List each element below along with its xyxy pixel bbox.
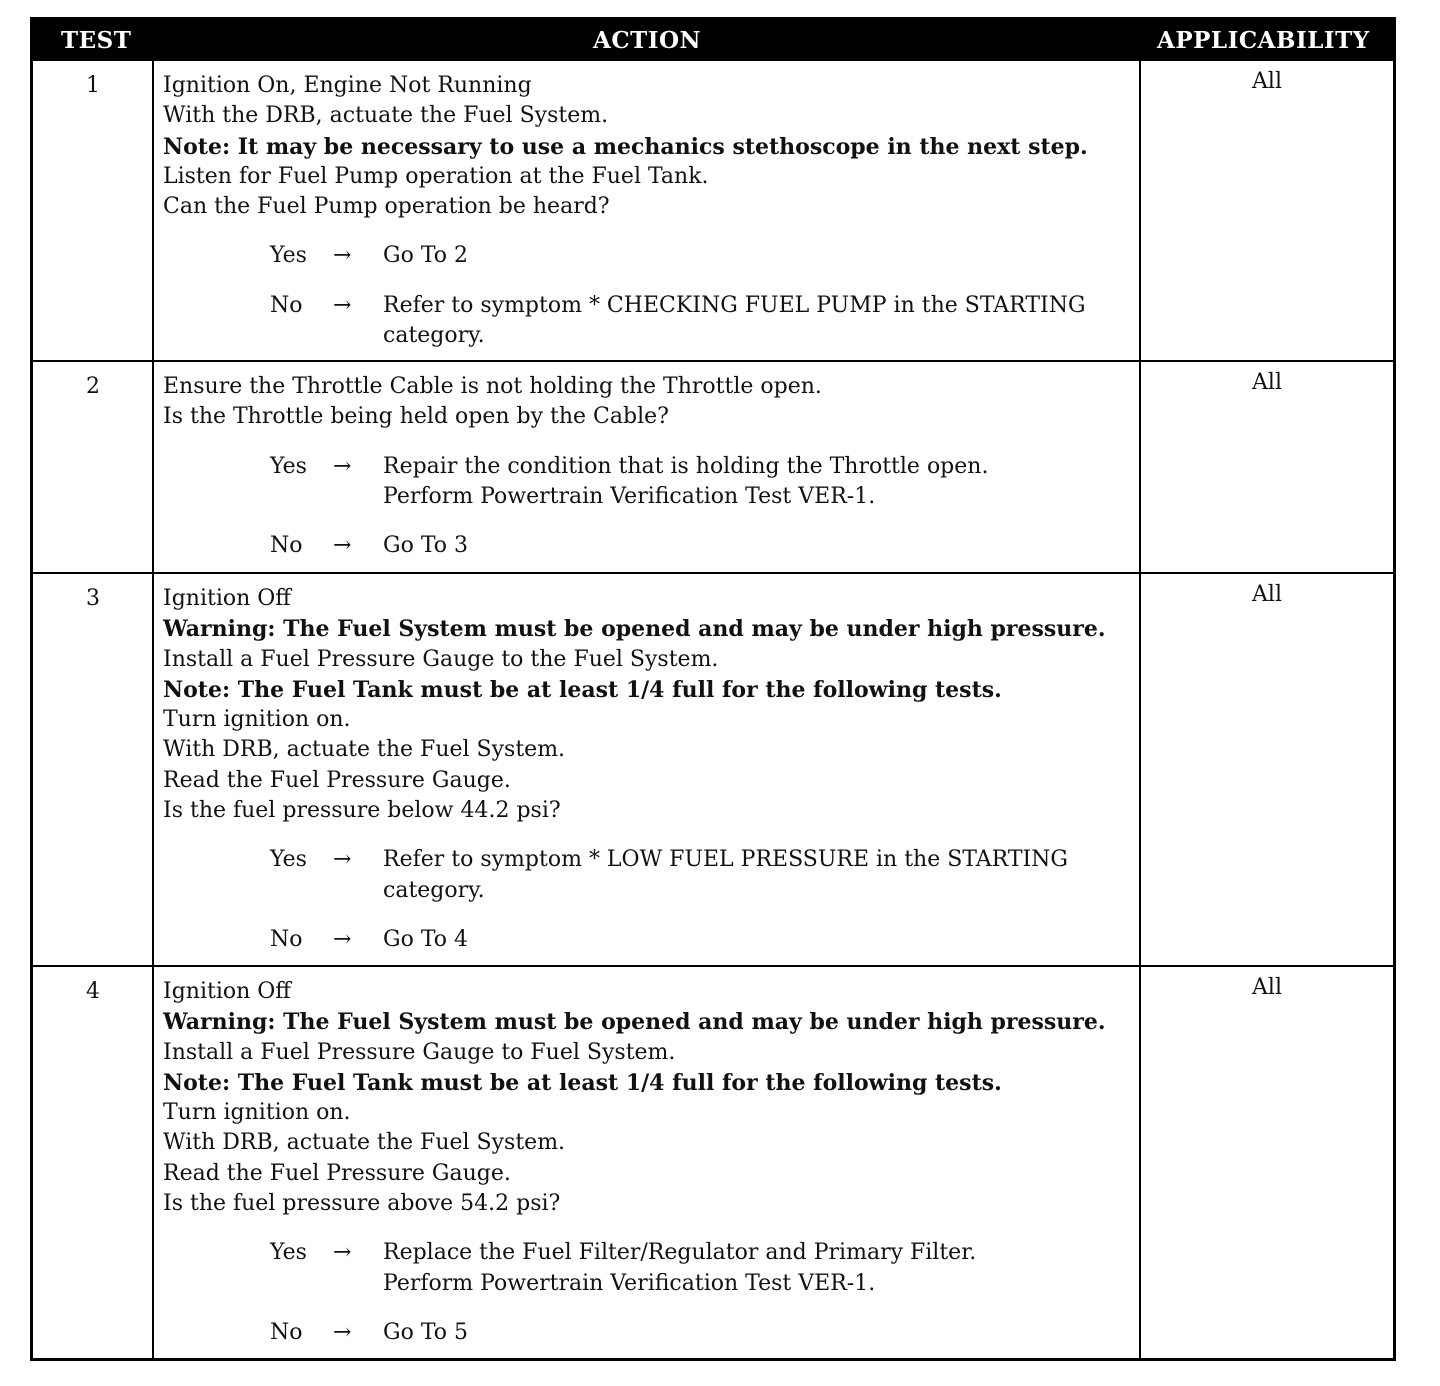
option-result: [383, 531, 1143, 561]
decision-option: [163, 1238, 1143, 1299]
applicability-value: All: [1252, 582, 1282, 607]
arrow-icon: →: [333, 533, 352, 559]
action-cell: [163, 71, 1143, 351]
decision-option: [163, 452, 1143, 513]
decision-option: [163, 845, 1143, 906]
decision-option: [163, 1318, 1143, 1348]
action-line: With the DRB, actuate the Fuel System.: [163, 103, 609, 129]
row-divider: [33, 572, 1393, 574]
option-label: No: [270, 533, 303, 559]
option-result: [383, 452, 1143, 513]
row-divider: [33, 965, 1393, 967]
option-result-line: Replace the Fuel Filter/Regulator and Primary Filter.: [383, 1240, 977, 1266]
action-line: Ensure the Throttle Cable is not holding the Throttle open.: [163, 374, 822, 399]
option-result: [383, 845, 1143, 906]
option-result-line: Go To 3: [383, 533, 469, 559]
action-line: Is the fuel pressure below 44.2 psi?: [163, 798, 561, 824]
option-result: [383, 241, 1143, 271]
action-line: Read the Fuel Pressure Gauge.: [163, 1160, 511, 1186]
decision-option: [163, 241, 1143, 271]
action-cell: [163, 372, 1143, 561]
action-warning-line: Note: The Fuel Tank must be at least 1/4 full for the following tests.: [163, 1069, 1002, 1096]
option-label: Yes: [270, 453, 307, 479]
arrow-icon: →: [333, 847, 352, 873]
action-line: Ignition Off: [163, 586, 291, 611]
action-line: With DRB, actuate the Fuel System.: [163, 1130, 566, 1156]
action-warning-line: Warning: The Fuel System must be opened and may be under high pressure.: [163, 1009, 1106, 1036]
action-line: Listen for Fuel Pump operation at the Fuel Tank.: [163, 163, 709, 189]
arrow-icon: →: [333, 243, 352, 269]
option-label: No: [270, 1319, 303, 1345]
action-line: Is the fuel pressure above 54.2 psi?: [163, 1191, 561, 1217]
test-number: 3: [86, 586, 100, 611]
arrow-icon: →: [333, 926, 352, 952]
action-line: Is the Throttle being held open by the Cable?: [163, 404, 669, 430]
option-result-line: Repair the condition that is holding the Throttle open.: [383, 453, 989, 479]
option-result: [383, 925, 1143, 955]
option-result-line: Perform Powertrain Verification Test VER-1.: [383, 483, 876, 509]
option-result: [383, 291, 1143, 352]
action-line: Turn ignition on.: [163, 1100, 351, 1126]
action-line: Ignition Off: [163, 979, 291, 1004]
action-line: Read the Fuel Pressure Gauge.: [163, 767, 511, 793]
action-line: Turn ignition on.: [163, 707, 351, 733]
applicability-value: All: [1252, 370, 1282, 395]
row-divider: [33, 360, 1393, 362]
option-result-line: Go To 4: [383, 926, 469, 952]
test-number: 2: [86, 374, 100, 399]
option-result-line: Go To 5: [383, 1319, 469, 1345]
option-result-line: Go To 2: [383, 243, 469, 269]
option-label: Yes: [270, 1240, 307, 1266]
test-number: 1: [86, 73, 100, 98]
action-line: Install a Fuel Pressure Gauge to the Fuel System.: [163, 646, 719, 672]
header-applicability: APPLICABILITY: [1157, 27, 1370, 54]
action-line: With DRB, actuate the Fuel System.: [163, 737, 566, 763]
arrow-icon: →: [333, 453, 352, 479]
option-label: No: [270, 926, 303, 952]
decision-option: [163, 925, 1143, 955]
option-result: [383, 1318, 1143, 1348]
action-warning-line: Note: It may be necessary to use a mechanics stethoscope in the next step.: [163, 133, 1088, 160]
option-label: Yes: [270, 243, 307, 269]
option-result-line: category.: [383, 877, 485, 903]
decision-option: [163, 291, 1143, 352]
option-label: No: [270, 292, 303, 318]
arrow-icon: →: [333, 1240, 352, 1266]
option-label: Yes: [270, 847, 307, 873]
option-result-line: Refer to symptom * CHECKING FUEL PUMP in the STARTING: [383, 292, 1086, 318]
option-result: [383, 1238, 1143, 1299]
header-action: ACTION: [593, 27, 702, 54]
action-warning-line: Warning: The Fuel System must be opened and may be under high pressure.: [163, 616, 1106, 643]
applicability-value: All: [1252, 975, 1282, 1000]
arrow-icon: →: [333, 292, 352, 318]
option-result-line: category.: [383, 323, 485, 349]
action-line: Can the Fuel Pump operation be heard?: [163, 194, 610, 220]
table-header: [33, 20, 1393, 61]
action-line: Ignition On, Engine Not Running: [163, 73, 532, 98]
test-number: 4: [86, 979, 100, 1004]
option-result-line: Perform Powertrain Verification Test VER-1.: [383, 1270, 876, 1296]
column-divider-test: [152, 61, 154, 1358]
action-cell: [163, 584, 1143, 955]
action-cell: [163, 977, 1143, 1348]
header-test: TEST: [61, 27, 132, 54]
action-line: Install a Fuel Pressure Gauge to Fuel System.: [163, 1039, 676, 1065]
option-result-line: Refer to symptom * LOW FUEL PRESSURE in the STARTING: [383, 847, 1069, 873]
decision-option: [163, 531, 1143, 561]
applicability-value: All: [1252, 69, 1282, 94]
arrow-icon: →: [333, 1319, 352, 1345]
diagnostic-table: [30, 17, 1396, 1361]
action-warning-line: Note: The Fuel Tank must be at least 1/4 full for the following tests.: [163, 676, 1002, 703]
